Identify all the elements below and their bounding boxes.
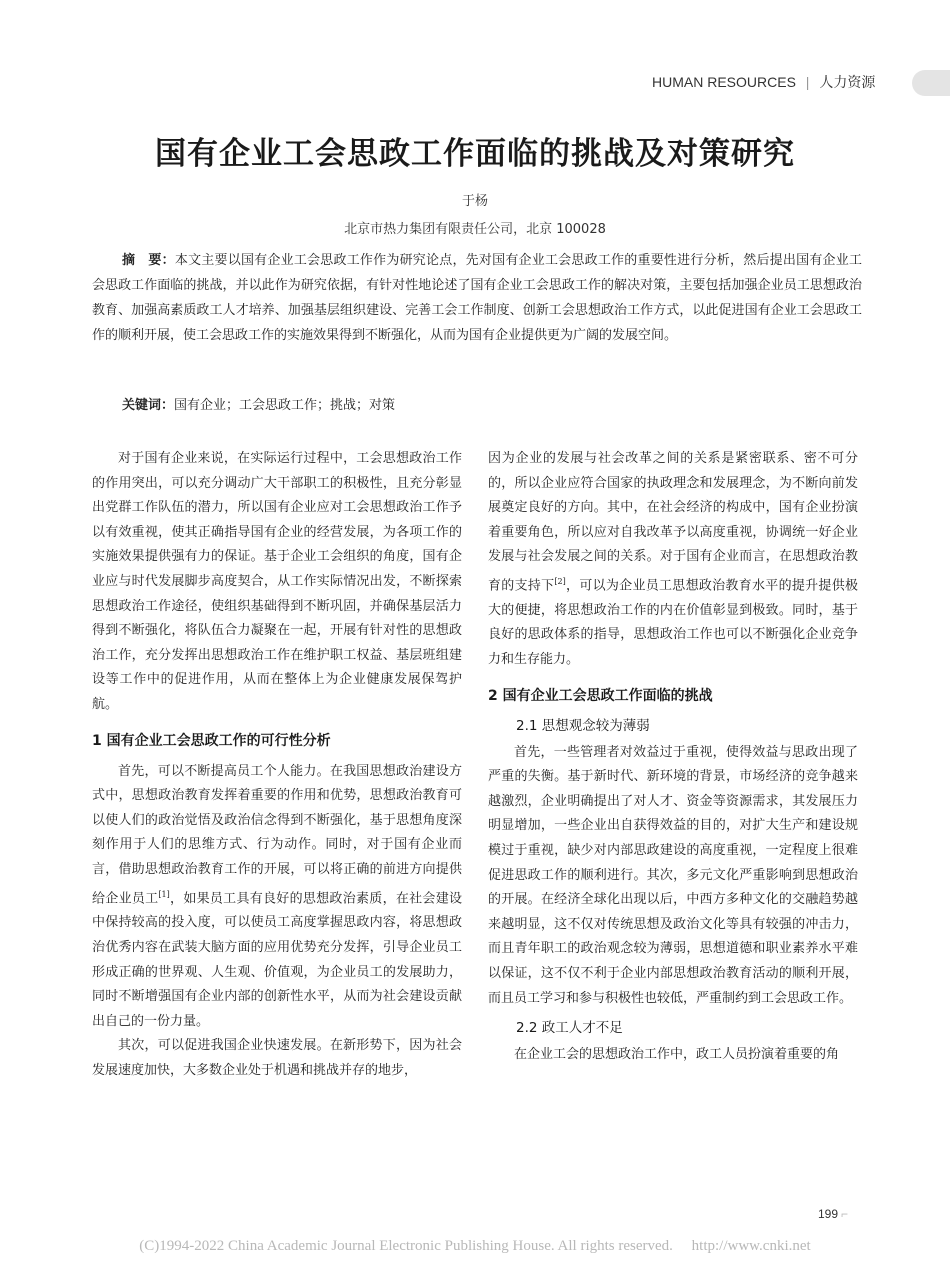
section-1-paragraph-1-text-b: ，如果员工具有良好的思想政治素质，在社会建设中保持较高的投入度，可以使员工高度掌握思政内容，将思想政治优秀内容在武装大脑方面的应用优势充分发挥，引导企业员工形成正确的世界观、人生观、价值观，为企业员工的发展助力，同时不断增强国有企业内部的创新性水平，从而为社会建设贡献出自己的一份力量。 <box>92 890 462 1029</box>
page-number-text: 199 <box>818 1207 839 1221</box>
article-title: 国有企业工会思政工作面临的挑战及对策研究 <box>155 136 795 172</box>
keywords-label: 关键词： <box>122 398 175 413</box>
section-2-heading: 2 国有企业工会思政工作面临的挑战 <box>488 687 713 704</box>
header-tab-decoration <box>912 70 950 96</box>
keywords <box>122 395 862 417</box>
section-1-paragraph-1 <box>92 760 462 1035</box>
subsection-2-1-paragraph: 首先，一些管理者对效益过于重视，使得效益与思政出现了严重的失衡。基于新时代、新环境的背景，市场经济的竞争越来越激烈，企业明确提出了对人才、资金等资源需求，其发展压力明显增加，一些企业出自获得效益的目的，对扩大生产和建设规模过于重视，缺少对内部思政建设的高度重视，一定程度上很难促进思政工作的顺利进行。其次，多元文化严重影响到思想政治的开展。在经济全球化出现以后，中西方多种文化的交融趋势越来越明显，这不仅对传统思想及政治文化等具有较强的冲击力，而且青年职工的政治观念较为薄弱，思想道德和职业素养水平难以保证，这不仅不利于企业内部思想政治教育活动的顺利开展，而且员工学习和参与积极性也较低，严重制约到工会思政工作。 <box>488 744 858 1006</box>
citation-ref-1[interactable]: [1] <box>158 889 170 899</box>
header-separator: | <box>805 74 810 90</box>
right-column <box>488 447 858 1068</box>
page-corner-icon: ⌐ <box>841 1207 849 1221</box>
subsection-2-2-paragraph: 在企业工会的思想政治工作中，政工人员扮演着重要的角 <box>514 1047 840 1063</box>
continued-text-b: ，可以为企业员工思想政治教育水平的提升提供极大的便捷，将思想政治工作的内在价值彰显到极致。同时，基于良好的思政体系的指导，思想政治工作也可以不断强化企业竞争力和生存能力。 <box>488 578 858 668</box>
continued-text-a: 因为企业的发展与社会改革之间的关系是紧密联系、密不可分的，所以企业应符合国家的执政理念和发展理念，为不断向前发展奠定良好的方向。其中，在社会经济的构成中，国有企业扮演着重要角色，所以应对自我改革予以高度重视，协调统一好企业发展与社会发展之间的关系。对于国有企业而言，在思想政治教育的支持下 <box>488 451 858 594</box>
author-name: 于杨 <box>461 194 488 209</box>
intro-paragraph: 对于国有企业来说，在实际运行过程中，工会思想政治工作的作用突出，可以充分调动广大干部职工的积极性，且充分彰显出党群工作队伍的潜力，所以国有企业应对工会思想政治工作予以有效重视，使其正确指导国有企业的经营发展，为各项工作的实施效果提供强有力的保证。基于企业工会组织的角度，国有企业应与时代发展脚步高度契合，从工作实际情况出发，不断探索思想政治工作途径，使组织基础得到不断巩固，并确保基层活力得到不断强化，将队伍合力凝聚在一起，开展有针对性的思想政治工作，充分发挥出思想政治工作在维护职工权益、基层班组建设等工作中的促进作用，从而在整体上为企业健康发展保驾护航。 <box>92 451 462 712</box>
citation-ref-2[interactable]: [2] <box>554 576 566 586</box>
abstract-text: 本文主要以国有企业工会思政工作作为研究论点，先对国有企业工会思政工作的重要性进行分析，然后提出国有企业工会思政工作面临的挑战，并以此作为研究依据，有针对性地论述了国有企业工会思政工作的解决对策，主要包括加强企业员工思想政治教育、加强高素质政工人才培养、加强基层组织建设、完善工会工作制度、创新工会思想政治工作方式，以此促进国有企业工会思政工作的顺利开展，使工会思政工作的实施效果得到不断强化，从而为国有企业提供更为广阔的发展空间。 <box>92 253 862 343</box>
section-1-heading: 1 国有企业工会思政工作的可行性分析 <box>92 732 331 749</box>
section-1-paragraph-1-text-a: 首先，可以不断提高员工个人能力。在我国思想政治建设方式中，思想政治教育发挥着重要的作用和优势，思想政治教育可以使人们的政治觉悟及政治信念得到不断强化，基于思想角度深刻作用于人们的思维方式、行为动作。同时，对于国有企业而言，借助思想政治教育工作的开展，可以将正确的前进方向提供给企业员工 <box>92 763 462 906</box>
page-number <box>818 1207 848 1221</box>
subsection-2-1-heading: 2.1 思想观念较为薄弱 <box>516 717 650 734</box>
header-section-cn: 人力资源 <box>819 74 876 90</box>
left-column <box>92 447 462 1084</box>
section-1-paragraph-2: 其次，可以促进我国企业快速发展。在新形势下，因为社会发展速度加快，大多数企业处于机遇和挑战并存的地步， <box>92 1038 462 1078</box>
copyright-watermark: (C)1994-2022 China Academic Journal Electronic Publishing House. All rights reserved. http://www.cnki.net <box>139 1238 811 1254</box>
author-affiliation: 北京市热力集团有限责任公司，北京 100028 <box>344 222 606 237</box>
subsection-2-2-heading: 2.2 政工人才不足 <box>516 1020 623 1037</box>
keywords-text: 国有企业；工会思政工作；挑战；对策 <box>174 398 396 413</box>
abstract-label: 摘 要： <box>122 253 175 268</box>
abstract <box>92 248 862 348</box>
section-1-paragraph-2-continued <box>488 447 858 673</box>
header-section-en: HUMAN RESOURCES <box>652 74 796 90</box>
running-header <box>652 72 875 92</box>
